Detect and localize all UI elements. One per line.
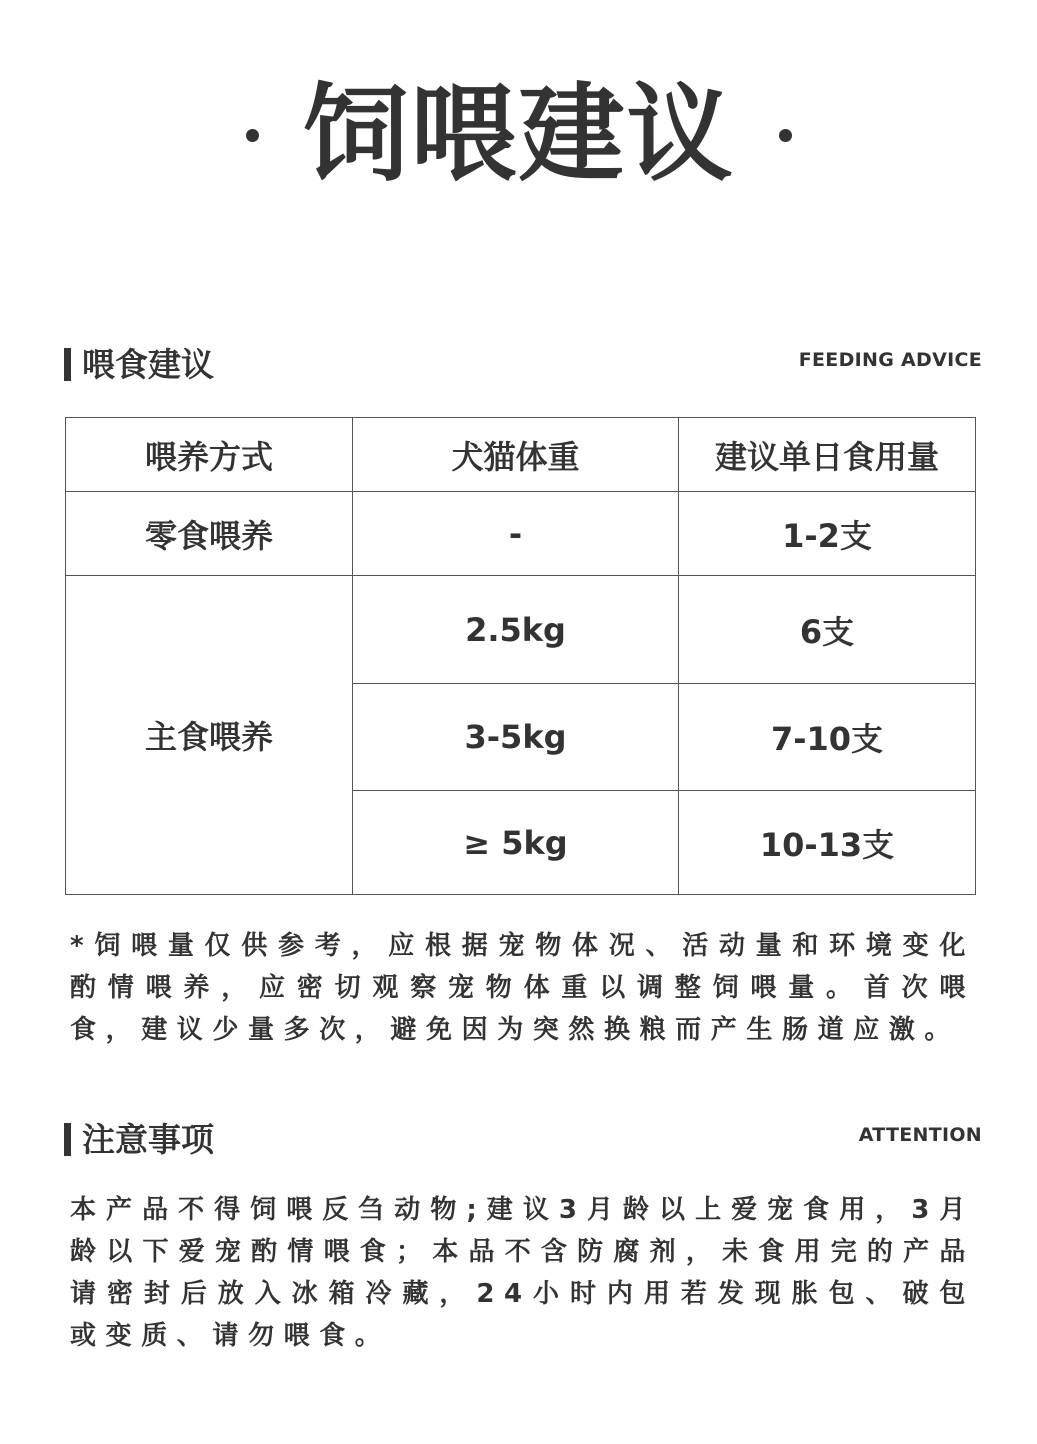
attention-text: 本产品不得饲喂反刍动物;建议3月龄以上爱宠食用，3月龄以下爱宠酌情喂食；本品不含防腐剂，未食用完的产品请密封后放入冰箱冷藏，24小时内用若发现胀包、破包或变质、请勿喂食。 xyxy=(70,1195,975,1351)
main-title xyxy=(0,60,1037,210)
attention-section-title: 注意事项 xyxy=(82,1120,214,1159)
feeding-section-title-en: FEEDING ADVICE xyxy=(798,349,982,371)
staple-method-cell: 主食喂养 xyxy=(66,576,353,895)
section-bar xyxy=(64,348,71,381)
snack-weight-cell: - xyxy=(353,492,679,576)
attention-section-header xyxy=(64,1118,982,1162)
table-row xyxy=(66,576,976,684)
feeding-note: *饲喂量仅供参考，应根据宠物体况、活动量和环境变化酌情喂养，应密切观察宠物体重以调整饲喂量。首次喂食，建议少量多次，避免因为突然换粮而产生肠道应激。 xyxy=(70,931,975,1045)
title-dot-left xyxy=(246,129,259,142)
staple-amount-cell: 6支 xyxy=(679,576,976,684)
snack-method-cell: 零食喂养 xyxy=(66,492,353,576)
table-header-amount: 建议单日食用量 xyxy=(679,418,976,492)
attention-section-title-en: ATTENTION xyxy=(858,1124,982,1146)
table-header-row xyxy=(66,418,976,492)
feeding-table xyxy=(65,417,976,895)
feeding-section-header xyxy=(64,343,982,387)
staple-weight-cell: 2.5kg xyxy=(353,576,679,684)
table-header-weight: 犬猫体重 xyxy=(353,418,679,492)
staple-weight-cell: ≥ 5kg xyxy=(353,791,679,895)
title-dot-right xyxy=(779,129,792,142)
page-title: 饲喂建议 xyxy=(302,73,735,196)
snack-amount-cell: 1-2支 xyxy=(679,492,976,576)
table-header-method: 喂养方式 xyxy=(66,418,353,492)
feeding-section-title: 喂食建议 xyxy=(82,345,214,384)
staple-amount-cell: 7-10支 xyxy=(679,684,976,791)
staple-weight-cell: 3-5kg xyxy=(353,684,679,791)
section-bar xyxy=(64,1123,71,1156)
staple-amount-cell: 10-13支 xyxy=(679,791,976,895)
table-row xyxy=(66,492,976,576)
